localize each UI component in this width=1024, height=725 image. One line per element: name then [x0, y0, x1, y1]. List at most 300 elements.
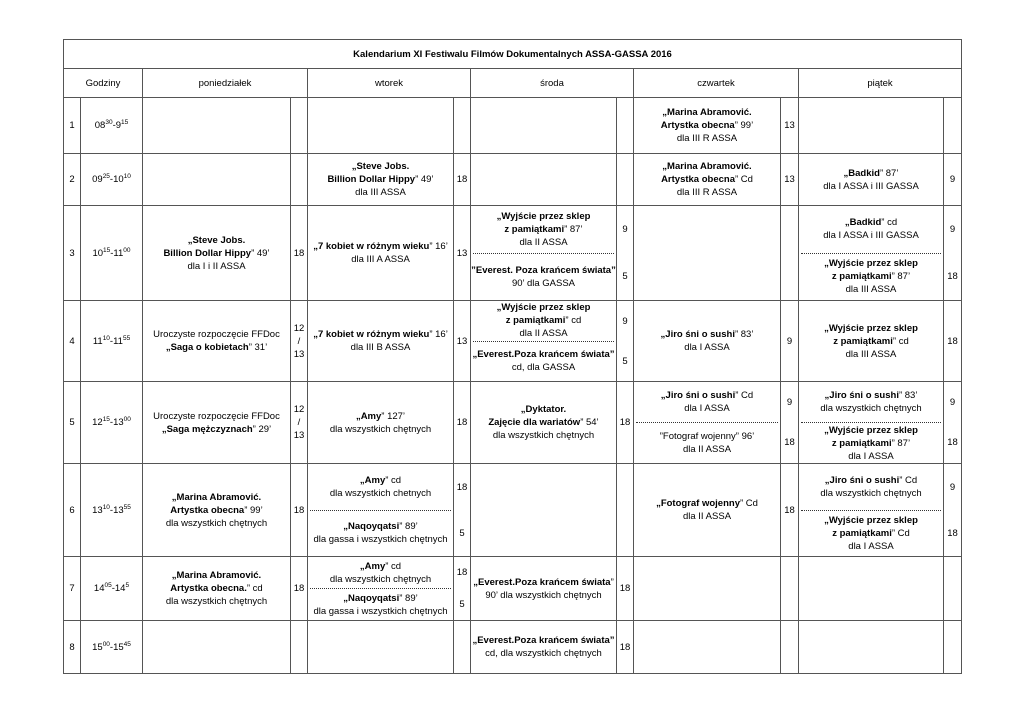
row-number-text: 6 — [69, 504, 75, 516]
row-number — [64, 301, 81, 382]
time-start-min: 00 — [102, 640, 110, 648]
age-cell-fri — [944, 621, 962, 674]
film-subtitle: Artystka obecna — [660, 120, 735, 131]
time-start-min: 10 — [102, 503, 110, 511]
film-subtitle: Billion Dollar Hippy — [327, 174, 416, 185]
row-number — [64, 464, 81, 557]
age-rating: 12 — [293, 404, 305, 415]
film-title: „Wyjście przez sklep — [824, 322, 918, 334]
time-end-hour: -10 — [109, 174, 124, 185]
age-cell-tue — [454, 621, 471, 674]
age-cell-wed — [617, 621, 634, 674]
age-rating: 18 — [784, 504, 795, 516]
film-title: „Wyjście przez sklep — [496, 210, 591, 222]
film-audience: dla wszystkich chętnych — [165, 596, 268, 607]
film-duration: ” cd — [385, 474, 402, 486]
film-title: „Jiro śni o sushi — [660, 329, 735, 340]
film-audience: cd, dla wszystkich chętnych — [485, 648, 602, 659]
age-rating: 12 — [293, 322, 305, 334]
age-rating: 5 — [622, 355, 628, 367]
age-rating: 18 — [619, 583, 631, 594]
age-cell-mon — [291, 154, 308, 206]
film-audience: dla III R ASSA — [676, 187, 738, 198]
row-number-text: 8 — [69, 641, 75, 653]
film-audience: dla wszystkich chętnych — [820, 487, 922, 499]
film-title: „Naqoyqatsi — [343, 592, 400, 604]
film-duration: ” 87’ — [891, 437, 911, 449]
film-audience: dla gassa i wszystkich chętnych — [313, 605, 448, 617]
event-cell-fri — [799, 557, 944, 621]
age-cell-wed — [617, 154, 634, 206]
time-start-min: 15 — [103, 246, 111, 254]
age-rating: 9 — [949, 174, 956, 185]
time-slot — [81, 464, 143, 557]
schedule-row — [64, 557, 962, 621]
age-rating: 18 — [456, 567, 468, 579]
age-rating: 18 — [947, 527, 958, 539]
time-slot — [81, 206, 143, 301]
age-cell-thu — [781, 301, 799, 382]
age-cell-tue — [454, 301, 471, 382]
age-rating: 13 — [456, 247, 468, 259]
film-audience: dla I ASSA i III GASSA — [823, 230, 919, 242]
event-cell-thu — [634, 621, 781, 674]
film-audience: dla III B ASSA — [350, 342, 411, 353]
film-title: „Steve Jobs. — [351, 161, 410, 172]
time-slot — [81, 154, 143, 206]
header-row — [64, 69, 962, 98]
row-number-text: 3 — [69, 247, 75, 259]
row-number-text: 7 — [69, 583, 75, 594]
time-end-min: 10 — [123, 172, 131, 180]
age-cell-fri — [944, 154, 962, 206]
film-duration: ” 16’ — [429, 241, 448, 252]
event-cell-thu — [634, 154, 781, 206]
film-duration: ” cd — [385, 560, 402, 572]
event-cell-fri — [799, 206, 944, 301]
film-subtitle: z pamiątkami — [832, 527, 892, 539]
age-cell-tue — [454, 382, 471, 464]
film-audience: dla wszystkich chętnych — [165, 517, 268, 529]
film-subtitle: z pamiątkami — [504, 223, 565, 235]
age-rating: 18 — [619, 641, 631, 653]
film-title: ”Everest. Poza krańcem świata” — [471, 264, 616, 276]
film-subtitle: Zajęcie dla wariatów — [488, 417, 581, 428]
film-title: „Amy — [359, 474, 386, 486]
film-subtitle: Billion Dollar Hippy — [163, 247, 252, 259]
event-cell-fri — [799, 98, 944, 154]
film-title: „Jiro śni o sushi — [660, 390, 736, 401]
film-subtitle: Artystka obecna. — [170, 583, 247, 594]
age-cell-thu — [781, 98, 799, 154]
age-cell-fri — [944, 382, 962, 464]
film-audience: dla III ASSA — [355, 187, 406, 198]
film-subtitle: Artystka obecna — [170, 504, 245, 516]
film-audience: dla II ASSA — [682, 511, 732, 522]
film-audience: dla wszystkich chetnych — [329, 487, 432, 499]
age-cell-tue — [454, 206, 471, 301]
event-cell-thu — [634, 206, 781, 301]
time-end-hour: -11 — [109, 335, 123, 347]
film-audience: dla III R ASSA — [676, 133, 738, 144]
age-rating: 18 — [293, 247, 305, 259]
age-cell-wed — [617, 382, 634, 464]
age-cell-thu — [781, 382, 799, 464]
event-cell-wed — [471, 98, 617, 154]
film-duration: ” 87’ — [891, 271, 911, 283]
film-title: „Everest.Poza krańcem świata — [473, 576, 611, 588]
time-end-hour: -15 — [109, 641, 124, 653]
film-subtitle: z pamiątkami — [831, 437, 892, 449]
age-rating: 9 — [949, 481, 956, 493]
film-audience: dla gassa i wszystkich chętnych — [313, 534, 448, 546]
event-cell-tue — [308, 206, 454, 301]
header-thursday: czwartek — [634, 69, 799, 98]
film-duration: ” 49’ — [251, 247, 270, 259]
film-title: „Wyjście przez sklep — [824, 514, 918, 526]
film-duration: ” cd — [892, 335, 909, 347]
time-start-hour: 15 — [92, 641, 103, 653]
age-rating: 18 — [947, 271, 958, 282]
time-end-min: 00 — [123, 246, 131, 254]
event-cell-mon — [143, 206, 291, 301]
film-duration: ” cd — [246, 583, 263, 594]
time-end-hour: -13 — [109, 504, 124, 516]
film-duration: ” 87’ — [564, 223, 583, 235]
film-audience: dla III ASSA — [845, 284, 897, 296]
age-rating: 5 — [622, 271, 628, 282]
time-end-hour: -11 — [110, 247, 124, 259]
time-start-hour: 09 — [92, 174, 103, 185]
film-audience: dla II ASSA — [682, 444, 732, 455]
film-duration: ” cd — [881, 217, 898, 229]
row-number-text: 2 — [69, 174, 75, 185]
event-cell-tue — [308, 557, 454, 621]
event-cell-tue — [308, 464, 454, 557]
age-rating: 18 — [784, 437, 795, 449]
age-cell-wed — [617, 206, 634, 301]
time-end-hour: -9 — [112, 120, 122, 131]
age-cell-wed — [617, 301, 634, 382]
time-end-min: 45 — [123, 640, 131, 648]
header-wednesday: środa — [471, 69, 634, 98]
event-cell-tue — [308, 382, 454, 464]
age-cell-mon — [291, 557, 308, 621]
age-rating: 9 — [622, 224, 628, 235]
film-title: „Badkid — [844, 217, 882, 229]
event-cell-wed — [471, 464, 617, 557]
film-audience: dla III ASSA — [845, 348, 897, 360]
event-cell-tue — [308, 154, 454, 206]
film-audience: dla II ASSA — [519, 236, 568, 248]
film-audience: dla wszystkich chętnych — [329, 573, 432, 585]
film-title: „Wyjście przez sklep — [496, 302, 591, 314]
row-number-text: 1 — [69, 120, 75, 131]
film-audience: dla wszystkich chętnych — [820, 403, 922, 414]
row-number — [64, 154, 81, 206]
event-cell-fri — [799, 382, 944, 464]
film-title: „Everest.Poza krańcem świata” — [472, 635, 615, 646]
film-title: „Wyjście przez sklep — [824, 258, 918, 270]
film-title: „Fotograf wojenny — [656, 498, 740, 509]
film-duration: ” 16’ — [429, 329, 448, 340]
event-cell-fri — [799, 154, 944, 206]
film-title: „7 kobiet w różnym wieku — [313, 329, 430, 340]
schedule-row — [64, 98, 962, 154]
time-end-min: 55 — [123, 503, 131, 511]
age-rating: 18 — [947, 437, 958, 449]
time-slot — [81, 557, 143, 621]
row-number — [64, 557, 81, 621]
film-audience: dla wszystkich chętnych — [329, 423, 432, 435]
age-rating: 5 — [459, 527, 465, 539]
time-start-min: 05 — [104, 581, 112, 589]
age-rating: 18 — [947, 335, 958, 347]
film-duration: ” Cd — [891, 527, 910, 539]
film-subtitle: „Saga o kobietach — [165, 342, 249, 353]
film-title: „Amy — [359, 560, 386, 572]
time-start-hour: 14 — [93, 583, 105, 594]
row-number — [64, 98, 81, 154]
age-rating: 13 — [293, 430, 305, 441]
age-cell-thu — [781, 206, 799, 301]
film-title: Uroczyste rozpoczęcie FFDoc — [153, 329, 280, 340]
film-duration: ” 127’ — [381, 410, 406, 422]
age-rating: 9 — [786, 396, 793, 408]
age-cell-wed — [617, 464, 634, 557]
film-duration: ” 99’ — [244, 504, 263, 516]
header-hours: Godziny — [64, 69, 143, 98]
film-duration: ” 83’ — [734, 329, 754, 340]
film-duration: ” Cd — [735, 390, 754, 401]
age-rating: 18 — [456, 417, 468, 428]
time-start-min: 25 — [102, 172, 110, 180]
age-cell-fri — [944, 464, 962, 557]
age-cell-tue — [454, 464, 471, 557]
film-title: „7 kobiet w różnym wieku — [313, 241, 430, 252]
film-audience: cd, dla GASSA — [511, 362, 576, 374]
age-cell-thu — [781, 154, 799, 206]
film-audience: dla I ASSA — [684, 342, 730, 353]
age-cell-fri — [944, 557, 962, 621]
film-duration: ” 49’ — [415, 174, 434, 185]
time-start-hour: 13 — [92, 504, 103, 516]
age-rating: 9 — [949, 396, 956, 408]
film-duration: ” 31’ — [248, 342, 268, 353]
age-cell-tue — [454, 98, 471, 154]
age-rating-sep: / — [297, 417, 301, 428]
age-cell-fri — [944, 98, 962, 154]
schedule-row — [64, 154, 962, 206]
time-slot — [81, 382, 143, 464]
time-start-hour: 11 — [92, 335, 103, 347]
event-cell-thu — [634, 382, 781, 464]
event-cell-fri — [799, 464, 944, 557]
age-rating: 9 — [622, 315, 628, 327]
age-cell-thu — [781, 557, 799, 621]
film-duration: ” Cd — [739, 498, 758, 509]
age-rating: 13 — [784, 120, 795, 131]
age-cell-thu — [781, 464, 799, 557]
film-audience: dla wszystkich chętnych — [492, 430, 595, 441]
film-duration: ” Cd — [899, 474, 918, 486]
time-end-min: 15 — [121, 118, 129, 126]
schedule-row — [64, 206, 962, 301]
time-end-min: 55 — [122, 334, 131, 342]
age-cell-thu — [781, 621, 799, 674]
time-slot — [81, 98, 143, 154]
event-cell-fri — [799, 621, 944, 674]
film-title: „Jiro śni o sushi — [824, 474, 900, 486]
event-cell-wed — [471, 621, 617, 674]
event-cell-wed — [471, 206, 617, 301]
film-subtitle: z pamiątkami — [831, 271, 892, 283]
row-number — [64, 206, 81, 301]
row-number-text: 4 — [69, 335, 75, 347]
film-audience: 90’ dla GASSA — [511, 277, 576, 289]
film-title: „Steve Jobs. — [187, 234, 246, 246]
time-start-hour: 12 — [92, 417, 103, 428]
header-tuesday: wtorek — [308, 69, 471, 98]
film-audience: dla I ASSA — [848, 450, 894, 462]
time-start-min: 15 — [102, 415, 110, 423]
event-cell-tue — [308, 621, 454, 674]
film-title: „Amy — [355, 410, 382, 422]
film-audience: dla I ASSA i III GASSA — [823, 180, 919, 192]
film-title: „Badkid — [843, 167, 880, 179]
event-cell-thu — [634, 464, 781, 557]
film-duration: ” Cd — [734, 174, 753, 185]
age-cell-mon — [291, 464, 308, 557]
film-subtitle: z pamiątkami — [833, 335, 893, 347]
event-cell-thu — [634, 557, 781, 621]
time-start-hour: 10 — [92, 247, 104, 259]
schedule-table — [63, 39, 962, 674]
film-title: „Naqoyqatsi — [343, 521, 400, 533]
age-rating: 18 — [456, 481, 468, 493]
film-duration: ” 99’ — [734, 120, 754, 131]
time-start-hour: 08 — [94, 120, 106, 131]
row-number — [64, 382, 81, 464]
age-rating: 9 — [786, 335, 793, 347]
age-rating: 9 — [949, 224, 956, 235]
schedule-row — [64, 301, 962, 382]
film-title: „Dyktator. — [520, 404, 567, 415]
event-cell-mon — [143, 621, 291, 674]
event-cell-wed — [471, 301, 617, 382]
event-cell-mon — [143, 98, 291, 154]
time-start-min: 10 — [102, 334, 110, 342]
event-cell-wed — [471, 154, 617, 206]
event-cell-wed — [471, 382, 617, 464]
age-cell-tue — [454, 154, 471, 206]
film-audience: dla I i II ASSA — [187, 260, 246, 272]
film-title: „Everest.Poza krańcem świata” — [472, 349, 615, 361]
event-cell-mon — [143, 301, 291, 382]
film-subtitle: z pamiątkami — [505, 315, 566, 327]
age-rating: 18 — [456, 174, 468, 185]
film-audience: 90’ dla wszystkich chętnych — [485, 589, 602, 601]
age-cell-mon — [291, 621, 308, 674]
film-title: ”Fotograf wojenny” 96’ — [659, 431, 755, 442]
event-cell-mon — [143, 382, 291, 464]
age-cell-fri — [944, 206, 962, 301]
event-cell-thu — [634, 301, 781, 382]
film-audience: dla II ASSA — [519, 328, 568, 340]
film-duration: ” 29’ — [252, 423, 272, 435]
event-cell-mon — [143, 464, 291, 557]
film-duration: ” 87’ — [879, 167, 899, 179]
time-end-min: 00 — [123, 415, 131, 423]
event-cell-tue — [308, 98, 454, 154]
age-cell-mon — [291, 206, 308, 301]
time-end-hour: -13 — [109, 417, 124, 428]
age-cell-mon — [291, 98, 308, 154]
age-rating-sep: / — [297, 335, 301, 347]
film-subtitle: Artystka obecna — [661, 174, 735, 185]
event-cell-thu — [634, 98, 781, 154]
age-cell-tue — [454, 557, 471, 621]
film-title: „Marina Abramović. — [171, 491, 262, 503]
age-rating: 13 — [293, 348, 305, 360]
event-cell-mon — [143, 154, 291, 206]
row-number-text: 5 — [69, 417, 75, 428]
film-title: „Jiro śni o sushi — [824, 390, 899, 401]
schedule-row — [64, 464, 962, 557]
film-title: Uroczyste rozpoczęcie FFDoc — [153, 410, 280, 422]
time-end-min: 5 — [125, 581, 130, 589]
age-cell-wed — [617, 557, 634, 621]
schedule-row — [64, 621, 962, 674]
age-rating: 13 — [784, 174, 795, 185]
age-cell-mon — [291, 382, 308, 464]
event-cell-wed — [471, 557, 617, 621]
age-rating: 5 — [459, 598, 465, 610]
film-duration: ” 54’ — [580, 417, 599, 428]
age-rating: 18 — [293, 583, 305, 594]
event-cell-tue — [308, 301, 454, 382]
film-duration: ” cd — [565, 315, 582, 327]
film-audience: dla I ASSA — [684, 403, 730, 414]
age-cell-mon — [291, 301, 308, 382]
film-title: „Marina Abramović. — [662, 161, 752, 172]
age-cell-wed — [617, 98, 634, 154]
film-title: „Marina Abramović. — [662, 107, 752, 118]
header-monday: poniedziałek — [143, 69, 308, 98]
time-end-hour: -14 — [111, 583, 126, 594]
schedule-row — [64, 382, 962, 464]
film-subtitle: „Saga mężczyznach — [161, 423, 253, 435]
age-rating: 13 — [456, 335, 468, 347]
film-title: „Wyjście przez sklep — [824, 424, 918, 436]
header-friday: piątek — [799, 69, 962, 98]
age-cell-fri — [944, 301, 962, 382]
time-slot — [81, 621, 143, 674]
film-duration: ” 83’ — [898, 390, 918, 401]
time-slot — [81, 301, 143, 382]
event-cell-mon — [143, 557, 291, 621]
film-duration: ” 89’ — [399, 592, 418, 604]
row-number — [64, 621, 81, 674]
time-start-min: 30 — [105, 118, 113, 126]
film-title: „Marina Abramović. — [171, 570, 262, 581]
age-rating: 18 — [293, 504, 305, 516]
event-cell-fri — [799, 301, 944, 382]
film-audience: dla I ASSA — [848, 540, 894, 552]
film-audience: dla III A ASSA — [351, 254, 410, 265]
film-duration: ” — [610, 576, 614, 588]
film-duration: ” 89’ — [399, 521, 418, 533]
